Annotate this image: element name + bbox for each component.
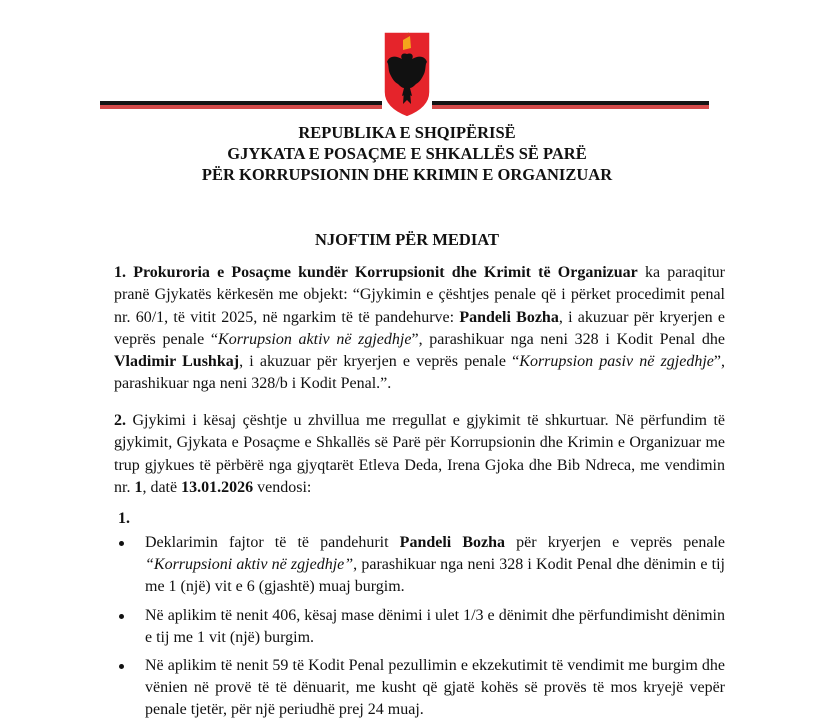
paragraph-number: 1. (114, 264, 126, 281)
paragraph-1: 1. Prokuroria e Posaçme kundër Korrupsionit dhe Krimit të Organizuar ka paraqitur pranë Gjykatës kërkesën me objekt: “Gjykimin e çështjes penale që i përket procedimit penal nr. 60/1, të vitit 2025, në ngarkim të të pandehurve: Pandeli Bozha, i akuzuar për kryerjen e veprës penale “Korrupsion aktiv në zgjedhje”, parashikuar nga neni 328 i Kodit Penal dhe Vladimir Lushkaj, i akuzuar për kryerjen e veprës penale “Korrupsion pasiv në zgjedhje”, parashikuar nga neni 328/b i Kodit Penal.”. (114, 264, 726, 393)
bullet-icon (119, 614, 124, 619)
crime-name: Korrupsion aktiv në zgjedhje (218, 330, 412, 348)
header-court-jurisdiction: PËR KORRUPSIONIN DHE KRIMIN E ORGANIZUAR (201, 165, 613, 184)
decision-number: 1 (134, 478, 143, 496)
page-title: NJOFTIM PËR MEDIAT (315, 230, 499, 249)
document-header (0, 0, 814, 120)
list-item: Në aplikim të nenit 406, kësaj mase dënimi i ulet 1/3 e dënimit dhe përfundimisht dënimin e tij me 1 vit (një) burgim. (112, 605, 725, 649)
header-court-name: GJYKATA E POSAÇME E SHKALLËS SË PARË (227, 144, 587, 163)
crime-name: “Korrupsioni aktiv në zgjedhje” (145, 556, 354, 574)
bullet-icon (119, 664, 124, 669)
bullet-icon (119, 541, 124, 546)
list-item: Në aplikim të nenit 59 të Kodit Penal pezullimin e ekzekutimit të vendimit me burgim dhe vënien në provë të të dënuarit, me kusht që gjatë kohës së provës të mos kryejë vepër penale tjetër, për një periudhë prej 24 muaj. (112, 655, 725, 722)
decision-date: 13.01.2026 (181, 478, 254, 496)
header-rule-right (432, 101, 709, 109)
defendant-name: Pandeli Bozha (399, 534, 506, 551)
defendant-name: Vladimir Lushkaj (114, 353, 240, 371)
albania-coat-of-arms-icon (380, 28, 434, 118)
decision-item-number: 1. (118, 510, 130, 527)
decision-bullet-list (112, 532, 725, 728)
list-item: Deklarimin fajtor të të pandehurit Pandeli Bozha për kryerjen e veprës penale “Korrupsioni aktiv në zgjedhje”, parashikuar nga neni 328 i Kodit Penal dhe dënimin e tij me 1 (një) vit e 6 (gjashtë) muaj burgim. (112, 532, 725, 599)
paragraph-number: 2. (114, 412, 126, 429)
prosecutor-name: Prokuroria e Posaçme kundër Korrupsionit dhe Krimit të Organizuar (133, 264, 638, 281)
paragraph-2: 2. Gjykimi i kësaj çështje u zhvillua me rregullat e gjykimit të shkurtuar. Në përfundim të gjykimit, Gjykata e Posaçme e Shkallës së Parë për Korrupsionin dhe Krimin e Organizuar me trup gjykues të përbërë nga gjyqtarët Etleva Deda, Irena Gjoka dhe Bib Ndreca, me vendimin nr. 1, datë 13.01.2026 vendosi: (114, 412, 725, 496)
defendant-name: Pandeli Bozha (459, 308, 559, 326)
header-rule-left (100, 101, 382, 109)
header-republic: REPUBLIKA E SHQIPËRISË (298, 123, 516, 142)
crime-name: Korrupsion pasiv në zgjedhje (519, 353, 714, 371)
